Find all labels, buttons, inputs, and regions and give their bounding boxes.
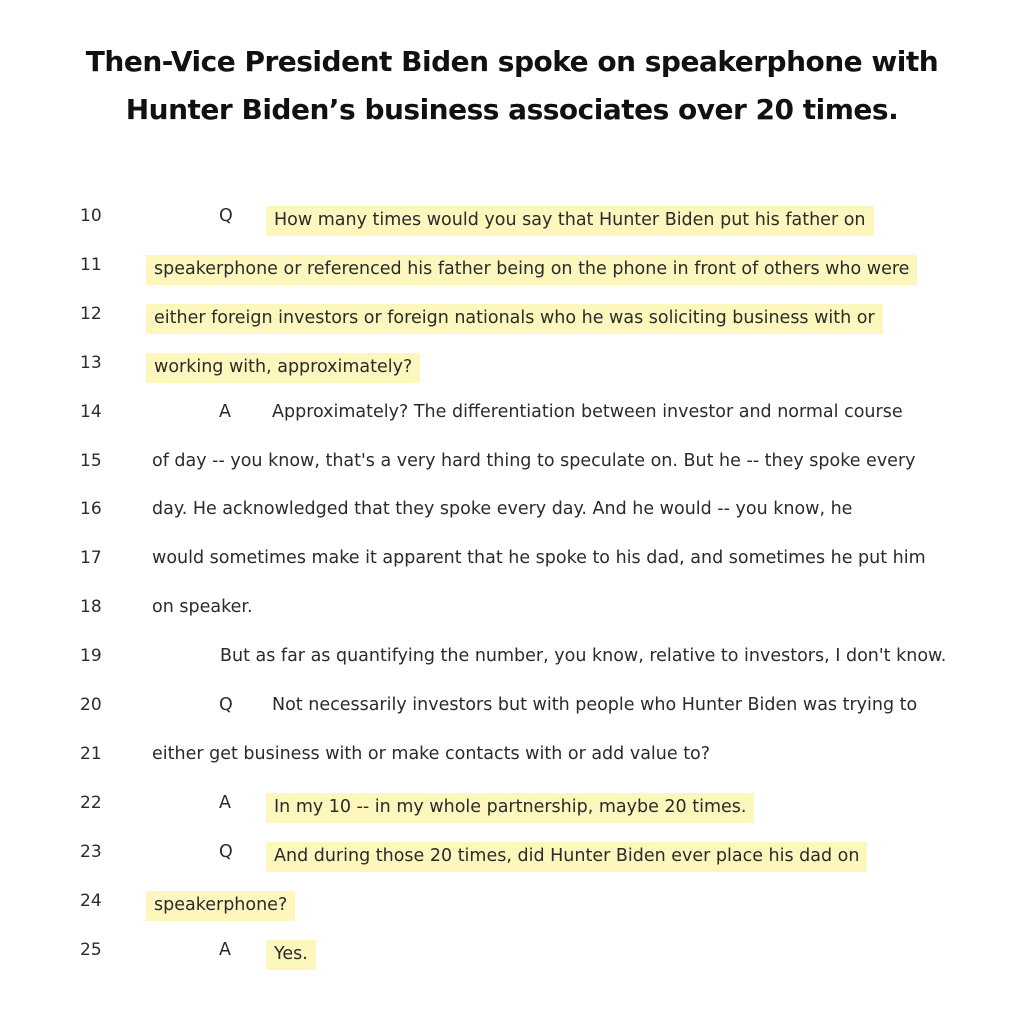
transcript-line <box>0 439 1024 488</box>
line-text: Approximately? The differentiation between investor and normal course <box>272 401 903 422</box>
line-number: 21 <box>80 743 102 764</box>
transcript-line <box>0 879 1024 928</box>
line-text: But as far as quantifying the number, you know, relative to investors, I don't know. <box>220 646 947 667</box>
headline <box>0 38 1024 134</box>
transcript-line <box>0 390 1024 439</box>
line-number: 24 <box>80 890 102 911</box>
headline-line-2: Hunter Biden’s business associates over 20 times. <box>125 93 899 126</box>
line-number: 19 <box>80 646 102 667</box>
speaker-label: Q <box>219 841 233 862</box>
line-text: would sometimes make it apparent that he spoke to his dad, and sometimes he put him <box>152 548 926 569</box>
line-number: 16 <box>80 499 102 520</box>
highlighted-text: speakerphone or referenced his father being on the phone in front of others who were <box>146 255 917 285</box>
line-number: 17 <box>80 548 102 569</box>
transcript-line <box>0 536 1024 585</box>
line-number: 13 <box>80 352 102 373</box>
line-number: 15 <box>80 450 102 471</box>
transcript-line <box>0 634 1024 683</box>
highlighted-text: Yes. <box>266 940 316 970</box>
highlighted-text: speakerphone? <box>146 891 295 921</box>
highlighted-text: working with, approximately? <box>146 353 420 383</box>
transcript-line <box>0 732 1024 781</box>
speaker-label: A <box>219 792 231 813</box>
line-text: of day -- you know, that's a very hard thing to speculate on. But he -- they spoke every <box>152 450 916 471</box>
line-number: 18 <box>80 597 102 618</box>
highlighted-text: either foreign investors or foreign nationals who he was soliciting business with or <box>146 304 883 334</box>
line-number: 20 <box>80 695 102 715</box>
speaker-label: A <box>219 401 231 422</box>
transcript-line <box>0 194 1024 243</box>
transcript-line <box>0 243 1024 292</box>
speaker-label: Q <box>219 695 233 715</box>
transcript-line <box>0 781 1024 830</box>
transcript-line <box>0 683 1024 732</box>
transcript-line <box>0 341 1024 390</box>
line-number: 14 <box>80 401 102 422</box>
line-number: 11 <box>80 254 102 275</box>
speaker-label: Q <box>219 206 233 226</box>
highlighted-text: How many times would you say that Hunter Biden put his father on <box>266 206 874 236</box>
transcript-line <box>0 928 1024 977</box>
transcript-line <box>0 830 1024 879</box>
highlighted-text: And during those 20 times, did Hunter Biden ever place his dad on <box>266 842 867 872</box>
line-text: either get business with or make contacts with or add value to? <box>152 743 711 764</box>
line-text: on speaker. <box>152 597 253 618</box>
line-text: day. He acknowledged that they spoke every day. And he would -- you know, he <box>152 499 853 520</box>
line-number: 25 <box>80 939 102 960</box>
line-number: 12 <box>80 303 102 324</box>
transcript-line <box>0 292 1024 341</box>
line-number: 23 <box>80 841 102 862</box>
transcript-line <box>0 585 1024 634</box>
speaker-label: A <box>219 939 231 960</box>
line-text: Not necessarily investors but with people who Hunter Biden was trying to <box>272 695 918 715</box>
highlighted-text: In my 10 -- in my whole partnership, maybe 20 times. <box>266 793 754 823</box>
line-number: 22 <box>80 792 102 813</box>
line-number: 10 <box>80 206 102 226</box>
transcript-line <box>0 487 1024 536</box>
headline-line-1: Then-Vice President Biden spoke on speakerphone with <box>85 45 939 78</box>
